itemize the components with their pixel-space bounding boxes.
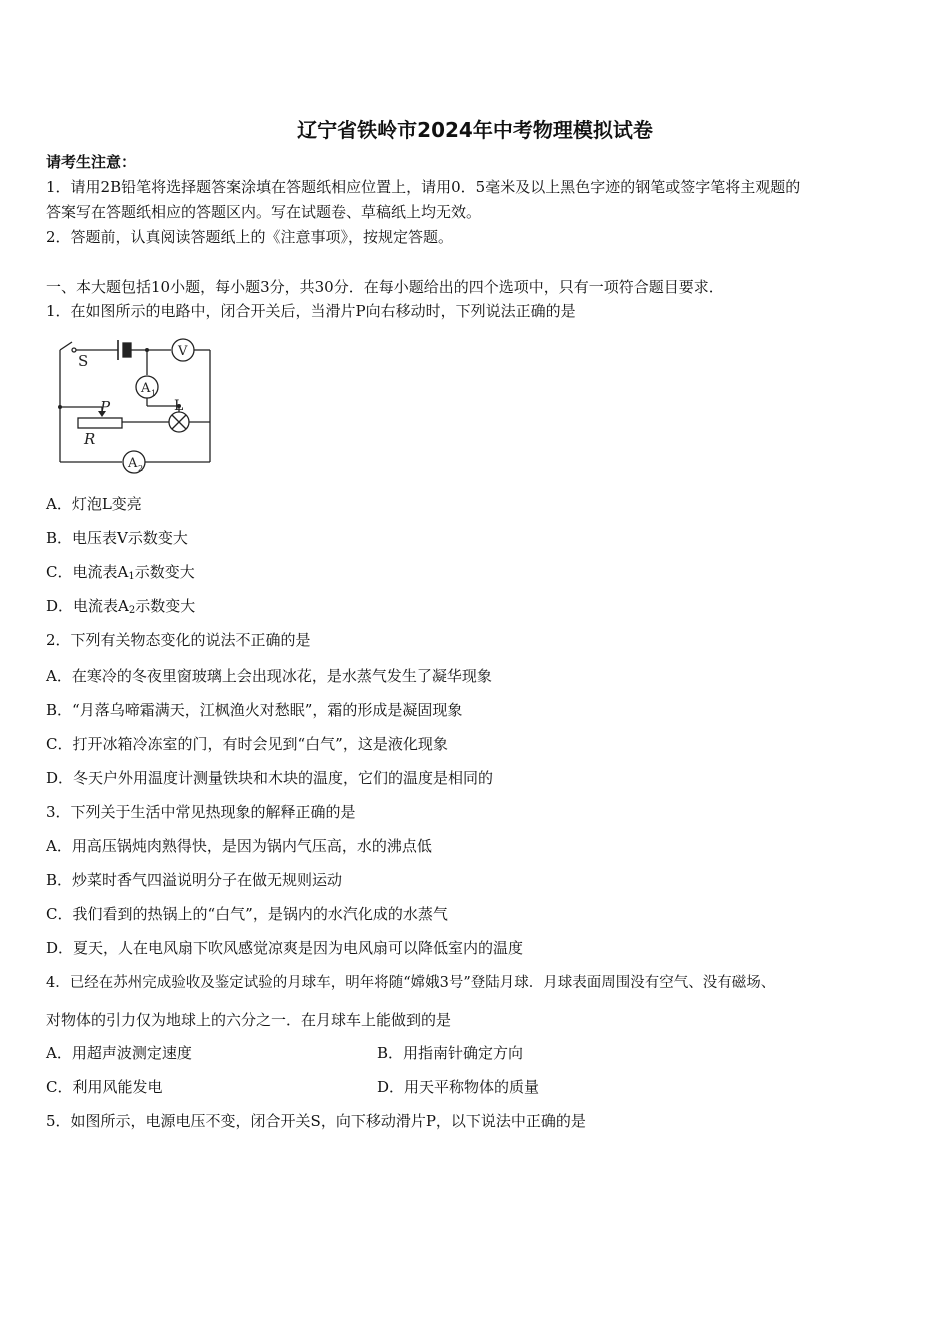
battery-plate-short: [123, 343, 131, 357]
q1-option-b: B．电压表V示数变大: [46, 529, 188, 547]
q1-option-a: A．灯泡L变亮: [46, 495, 142, 513]
question-1-stem: 1．在如图所示的电路中，闭合开关后，当滑片P向右移动时，下列说法正确的是: [46, 302, 576, 320]
question-3-stem: 3．下列关于生活中常见热现象的解释正确的是: [46, 803, 356, 821]
slider-label: P: [100, 398, 111, 416]
q2-option-a: A．在寒冷的冬夜里窗玻璃上会出现冰花，是水蒸气发生了凝华现象: [46, 667, 492, 685]
rheostat-resistor: [78, 418, 122, 428]
notice-item-1: 1．请用2B铅笔将选择题答案涂填在答题纸相应位置上，请用0．5毫米及以上黑色字迹的钢笔或签字笔将主观题的: [46, 178, 801, 196]
q3-option-a: A．用高压锅炖肉熟得快，是因为锅内气压高，水的沸点低: [46, 837, 432, 855]
q3-option-b: B．炒菜时香气四溢说明分子在做无规则运动: [46, 871, 343, 889]
q1-option-d: D．电流表$A_2$示数变大: [46, 597, 196, 616]
resistor-label: R: [84, 430, 96, 448]
ammeter-1-label: A: [141, 381, 151, 396]
q4-option-d: D．用天平称物体的质量: [377, 1078, 540, 1096]
ammeter-1-sub: 1: [151, 389, 157, 398]
q3-option-d: D．夏天，人在电风扇下吹风感觉凉爽是因为电风扇可以降低室内的温度: [46, 939, 524, 957]
question-4-stem-cont: 对物体的引力仅为地球上的六分之一．在月球车上能做到的是: [46, 1011, 452, 1029]
q2-option-b: B．“月落乌啼霜满天，江枫渔火对愁眠”，霜的形成是凝固现象: [46, 701, 463, 719]
q1-option-c: C．电流表$A_1$示数变大: [46, 563, 195, 582]
page-title: 辽宁省铁岭市2024年中考物理模拟试卷: [297, 118, 653, 142]
question-4-stem: 4．已经在苏州完成验收及鉴定试验的月球车，明年将随“嫦娥3号”登陆月球．月球表面周围没有空气、没有磁场、: [46, 975, 776, 991]
ammeter-2-sub: 2: [138, 464, 144, 473]
switch-label: S: [78, 352, 89, 370]
q3-option-c: C．我们看到的热锅上的“白气”，是锅内的水汽化成的水蒸气: [46, 905, 448, 923]
question-2-stem: 2．下列有关物态变化的说法不正确的是: [46, 631, 311, 649]
lamp-label: L: [174, 398, 184, 414]
q2-option-d: D．冬天户外用温度计测量铁块和木块的温度，它们的温度是相同的: [46, 769, 494, 787]
circuit-diagram: [52, 332, 222, 477]
ammeter-2-label: A: [128, 456, 138, 471]
notice-item-1-cont: 答案写在答题纸相应的答题区内。写在试题卷、草稿纸上均无效。: [46, 203, 482, 221]
switch-blade: [60, 342, 72, 350]
section-heading: 一、本大题包括10小题，每小题3分，共30分．在每小题给出的四个选项中，只有一项符合题目要求．: [46, 278, 724, 296]
q4-option-b: B．用指南针确定方向: [377, 1044, 524, 1062]
q2-option-c: C．打开冰箱冷冻室的门，有时会见到“白气”，这是液化现象: [46, 735, 448, 753]
q4-option-c: C．利用风能发电: [46, 1078, 163, 1096]
notice-item-2: 2．答题前，认真阅读答题纸上的《注意事项》，按规定答题。: [46, 228, 454, 246]
q4-option-a: A．用超声波测定速度: [46, 1044, 192, 1062]
question-5-stem: 5．如图所示，电源电压不变，闭合开关S，向下移动滑片P，以下说法中正确的是: [46, 1112, 586, 1130]
voltmeter-label: V: [178, 344, 188, 359]
notice-heading: 请考生注意：: [46, 153, 137, 171]
